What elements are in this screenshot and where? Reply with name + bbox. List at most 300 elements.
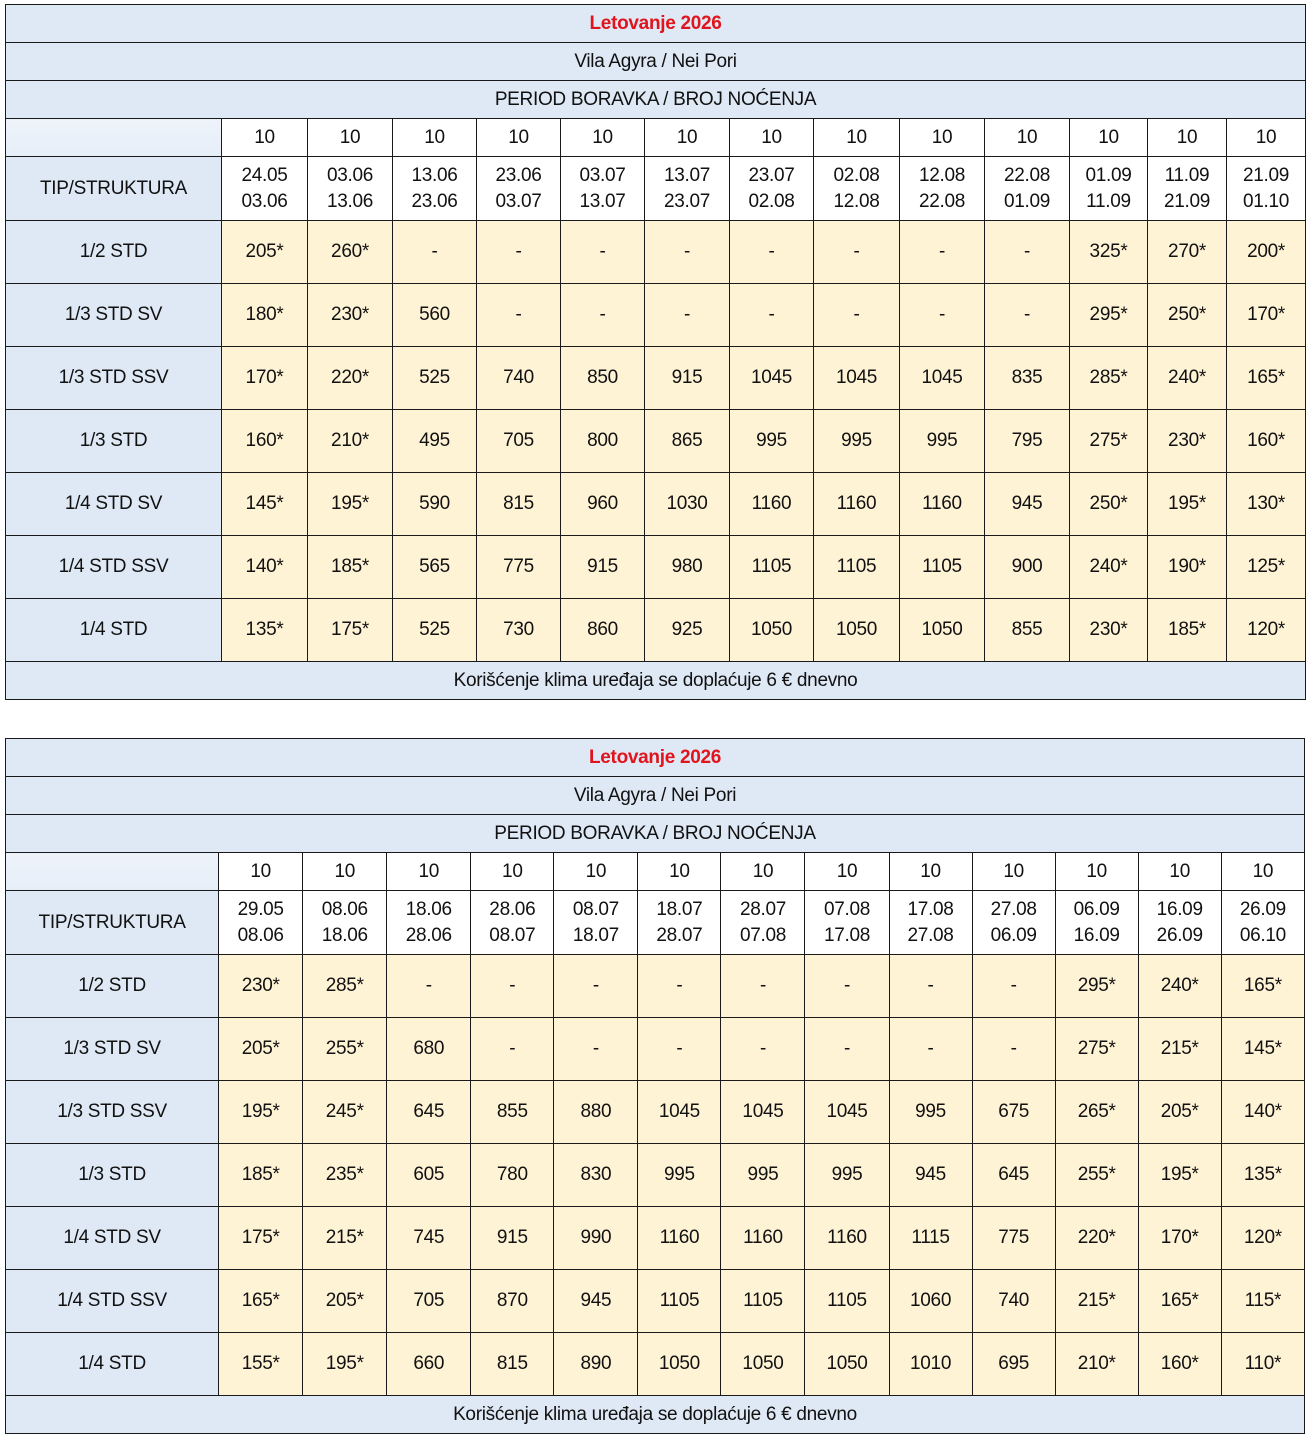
- nights-row: [6, 119, 1306, 157]
- price-cell: 1050: [730, 599, 814, 662]
- price-cell: 1105: [814, 536, 900, 599]
- nights-cell: 10: [985, 119, 1070, 157]
- price-cell: 285*: [303, 955, 387, 1018]
- price-row: [6, 473, 1306, 536]
- price-cell: 855: [985, 599, 1070, 662]
- period-to: 12.08: [833, 190, 880, 212]
- nights-cell: 10: [477, 119, 561, 157]
- price-cell: 1105: [638, 1270, 721, 1333]
- price-cell: -: [730, 284, 814, 347]
- nights-cell: 10: [1221, 853, 1304, 891]
- price-cell: 560: [393, 284, 477, 347]
- nights-cell: 10: [730, 119, 814, 157]
- price-cell: 195*: [303, 1333, 387, 1396]
- nights-cell: 10: [222, 119, 308, 157]
- nights-cell: 10: [219, 853, 303, 891]
- price-cell: 205*: [222, 221, 308, 284]
- price-cell: 775: [477, 536, 561, 599]
- price-cell: 215*: [303, 1207, 387, 1270]
- price-cell: 1045: [721, 1081, 805, 1144]
- period-to: 23.07: [663, 190, 711, 212]
- subtitle-row: [6, 777, 1305, 815]
- price-cell: 170*: [1227, 284, 1306, 347]
- price-cell: -: [561, 284, 645, 347]
- nights-cell: 10: [721, 853, 805, 891]
- price-cell: 780: [471, 1144, 554, 1207]
- period-cell: [554, 891, 638, 955]
- period-cell: [308, 157, 393, 221]
- price-row: [6, 347, 1306, 410]
- period-from: 07.08: [823, 898, 871, 920]
- room-type: 1/2 STD: [6, 221, 222, 284]
- price-cell: -: [730, 221, 814, 284]
- period-from: 18.06: [405, 898, 452, 920]
- price-cell: 645: [387, 1081, 471, 1144]
- period-cell: [1070, 157, 1148, 221]
- price-cell: 1105: [805, 1270, 889, 1333]
- dates-row: [6, 891, 1305, 955]
- price-cell: -: [900, 221, 985, 284]
- type-structure-label: TIP/STRUKTURA: [6, 891, 219, 955]
- period-cell: [219, 891, 303, 955]
- price-cell: 295*: [1055, 955, 1138, 1018]
- price-cell: 235*: [303, 1144, 387, 1207]
- nights-cell: 10: [554, 853, 638, 891]
- period-to: 28.07: [656, 924, 703, 946]
- price-cell: -: [645, 221, 730, 284]
- dates-row: [6, 157, 1306, 221]
- price-cell: 135*: [222, 599, 308, 662]
- price-cell: 1050: [638, 1333, 721, 1396]
- price-cell: 130*: [1227, 473, 1306, 536]
- room-type: 1/4 STD: [6, 1333, 219, 1396]
- price-row: [6, 536, 1306, 599]
- period-cell: [1221, 891, 1304, 955]
- price-cell: 185*: [308, 536, 393, 599]
- period-from: 03.06: [326, 164, 374, 186]
- price-cell: -: [387, 955, 471, 1018]
- nights-cell: 10: [303, 853, 387, 891]
- price-cell: 120*: [1227, 599, 1306, 662]
- period-to: 18.07: [572, 924, 619, 946]
- nights-cell: 10: [972, 853, 1055, 891]
- period-cell: [471, 891, 554, 955]
- price-row: [6, 410, 1306, 473]
- period-cell: [985, 157, 1070, 221]
- period-from: 08.07: [572, 898, 619, 920]
- price-cell: 170*: [222, 347, 308, 410]
- price-cell: 960: [561, 473, 645, 536]
- price-cell: 1050: [814, 599, 900, 662]
- price-cell: 590: [393, 473, 477, 536]
- price-cell: 1050: [900, 599, 985, 662]
- period-from: 13.06: [411, 164, 458, 186]
- price-cell: -: [471, 1018, 554, 1081]
- price-cell: 990: [554, 1207, 638, 1270]
- price-cell: 1050: [805, 1333, 889, 1396]
- title-row: [6, 739, 1305, 777]
- price-cell: 230*: [308, 284, 393, 347]
- price-cell: 195*: [219, 1081, 303, 1144]
- price-cell: 855: [471, 1081, 554, 1144]
- price-cell: 165*: [1227, 347, 1306, 410]
- nights-cell: 10: [1138, 853, 1221, 891]
- price-cell: 195*: [1148, 473, 1227, 536]
- period-to: 16.09: [1073, 924, 1120, 946]
- price-cell: 175*: [219, 1207, 303, 1270]
- room-type: 1/4 STD SV: [6, 473, 222, 536]
- price-cell: 800: [561, 410, 645, 473]
- blank-corner-cell: [6, 119, 222, 157]
- price-cell: 110*: [1221, 1333, 1304, 1396]
- price-cell: 915: [561, 536, 645, 599]
- price-cell: 185*: [219, 1144, 303, 1207]
- price-cell: 1105: [900, 536, 985, 599]
- nights-cell: 10: [561, 119, 645, 157]
- price-cell: -: [477, 221, 561, 284]
- period-header: PERIOD BORAVKA / BROJ NOĆENJA: [6, 815, 1305, 853]
- price-cell: 525: [393, 347, 477, 410]
- price-cell: 140*: [222, 536, 308, 599]
- period-cell: [1148, 157, 1227, 221]
- period-from: 12.08: [918, 164, 966, 186]
- period-cell: [814, 157, 900, 221]
- price-cell: 160*: [1138, 1333, 1221, 1396]
- period-from: 22.08: [1003, 164, 1051, 186]
- period-cell: [1138, 891, 1221, 955]
- price-cell: 705: [477, 410, 561, 473]
- nights-cell: 10: [393, 119, 477, 157]
- nights-cell: 10: [805, 853, 889, 891]
- price-cell: -: [561, 221, 645, 284]
- period-to: 26.09: [1156, 924, 1203, 946]
- period-cell: [393, 157, 477, 221]
- price-cell: 220*: [1055, 1207, 1138, 1270]
- price-cell: 185*: [1148, 599, 1227, 662]
- price-cell: 605: [387, 1144, 471, 1207]
- nights-cell: 10: [1227, 119, 1306, 157]
- period-cell: [889, 891, 972, 955]
- price-cell: 1045: [730, 347, 814, 410]
- price-cell: 245*: [303, 1081, 387, 1144]
- price-cell: -: [645, 284, 730, 347]
- period-cell: [900, 157, 985, 221]
- period-to: 02.08: [748, 190, 795, 212]
- price-cell: 115*: [1221, 1270, 1304, 1333]
- period-cell: [645, 157, 730, 221]
- table-title: Letovanje 2026: [6, 739, 1305, 777]
- price-cell: 675: [972, 1081, 1055, 1144]
- price-cell: 995: [889, 1081, 972, 1144]
- period-cell: [638, 891, 721, 955]
- footer-row: [6, 1396, 1305, 1434]
- price-cell: -: [721, 1018, 805, 1081]
- price-cell: 945: [889, 1144, 972, 1207]
- period-to: 23.06: [411, 190, 458, 212]
- price-cell: 175*: [308, 599, 393, 662]
- period-from: 11.09: [1164, 164, 1210, 186]
- price-cell: -: [638, 955, 721, 1018]
- price-cell: 250*: [1148, 284, 1227, 347]
- period-to: 28.06: [405, 924, 452, 946]
- price-cell: -: [814, 284, 900, 347]
- price-cell: 285*: [1070, 347, 1148, 410]
- price-cell: 995: [900, 410, 985, 473]
- price-cell: 980: [645, 536, 730, 599]
- price-cell: 275*: [1055, 1018, 1138, 1081]
- price-cell: -: [554, 1018, 638, 1081]
- price-cell: 210*: [308, 410, 393, 473]
- price-cell: 995: [730, 410, 814, 473]
- period-from: 08.06: [321, 898, 368, 920]
- period-to: 27.08: [907, 924, 954, 946]
- price-row: [6, 1144, 1305, 1207]
- period-cell: [730, 157, 814, 221]
- nights-cell: 10: [1070, 119, 1148, 157]
- nights-cell: 10: [308, 119, 393, 157]
- price-row: [6, 284, 1306, 347]
- price-cell: 865: [645, 410, 730, 473]
- price-cell: 1160: [730, 473, 814, 536]
- price-cell: 1160: [900, 473, 985, 536]
- period-cell: [222, 157, 308, 221]
- footer-note: Korišćenje klima uređaja se doplaćuje 6 € dnevno: [6, 662, 1306, 700]
- price-cell: 945: [554, 1270, 638, 1333]
- price-cell: 695: [972, 1333, 1055, 1396]
- period-from: 21.09: [1243, 164, 1290, 186]
- nights-cell: 10: [645, 119, 730, 157]
- nights-cell: 10: [814, 119, 900, 157]
- price-cell: 295*: [1070, 284, 1148, 347]
- price-cell: 860: [561, 599, 645, 662]
- price-cell: 1160: [638, 1207, 721, 1270]
- price-cell: 135*: [1221, 1144, 1304, 1207]
- price-cell: 995: [814, 410, 900, 473]
- price-cell: 195*: [1138, 1144, 1221, 1207]
- price-cell: 495: [393, 410, 477, 473]
- price-cell: 995: [638, 1144, 721, 1207]
- price-row: [6, 1018, 1305, 1081]
- price-cell: 160*: [1227, 410, 1306, 473]
- period-from: 02.08: [833, 164, 880, 186]
- footer-note: Korišćenje klima uređaja se doplaćuje 6 € dnevno: [6, 1396, 1305, 1434]
- price-cell: 205*: [1138, 1081, 1221, 1144]
- price-cell: 240*: [1138, 955, 1221, 1018]
- price-cell: 230*: [219, 955, 303, 1018]
- period-from: 29.05: [237, 898, 284, 920]
- price-cell: -: [805, 1018, 889, 1081]
- period-cell: [561, 157, 645, 221]
- room-type: 1/3 STD: [6, 410, 222, 473]
- price-cell: 230*: [1148, 410, 1227, 473]
- price-cell: 730: [477, 599, 561, 662]
- period-from: 13.07: [663, 164, 711, 186]
- period-cell: [303, 891, 387, 955]
- price-cell: 145*: [1221, 1018, 1304, 1081]
- price-cell: 1160: [814, 473, 900, 536]
- blank-corner-cell: [6, 853, 219, 891]
- price-cell: 255*: [303, 1018, 387, 1081]
- nights-row: [6, 853, 1305, 891]
- price-cell: 140*: [1221, 1081, 1304, 1144]
- price-cell: 565: [393, 536, 477, 599]
- nights-cell: 10: [387, 853, 471, 891]
- price-cell: 795: [985, 410, 1070, 473]
- period-to: 13.06: [326, 190, 374, 212]
- price-cell: 1060: [889, 1270, 972, 1333]
- period-from: 24.05: [241, 164, 288, 186]
- period-cell: [805, 891, 889, 955]
- price-cell: 125*: [1227, 536, 1306, 599]
- period-to: 06.09: [990, 924, 1037, 946]
- period-cell: [1055, 891, 1138, 955]
- title-row: [6, 5, 1306, 43]
- price-cell: -: [393, 221, 477, 284]
- price-cell: -: [985, 284, 1070, 347]
- price-cell: 1010: [889, 1333, 972, 1396]
- price-cell: 265*: [1055, 1081, 1138, 1144]
- type-structure-label: TIP/STRUKTURA: [6, 157, 222, 221]
- price-cell: 775: [972, 1207, 1055, 1270]
- price-cell: 170*: [1138, 1207, 1221, 1270]
- price-row: [6, 599, 1306, 662]
- price-cell: -: [889, 955, 972, 1018]
- price-cell: 180*: [222, 284, 308, 347]
- room-type: 1/4 STD: [6, 599, 222, 662]
- period-to: 22.08: [918, 190, 966, 212]
- price-cell: -: [972, 955, 1055, 1018]
- price-cell: 830: [554, 1144, 638, 1207]
- price-cell: 190*: [1148, 536, 1227, 599]
- room-type: 1/3 STD SSV: [6, 1081, 219, 1144]
- price-cell: 890: [554, 1333, 638, 1396]
- price-row: [6, 955, 1305, 1018]
- price-cell: 740: [972, 1270, 1055, 1333]
- price-cell: 215*: [1055, 1270, 1138, 1333]
- period-from: 23.06: [495, 164, 542, 186]
- price-cell: 745: [387, 1207, 471, 1270]
- period-to: 01.10: [1243, 190, 1290, 212]
- price-cell: 850: [561, 347, 645, 410]
- price-cell: 165*: [1138, 1270, 1221, 1333]
- price-table-2: [5, 738, 1305, 1434]
- price-cell: 1045: [814, 347, 900, 410]
- period-from: 28.06: [489, 898, 536, 920]
- period-cell: [1227, 157, 1306, 221]
- period-header-row: [6, 815, 1305, 853]
- price-cell: -: [814, 221, 900, 284]
- price-cell: -: [721, 955, 805, 1018]
- price-row: [6, 1081, 1305, 1144]
- price-cell: 1030: [645, 473, 730, 536]
- period-to: 08.06: [237, 924, 284, 946]
- price-cell: 1045: [805, 1081, 889, 1144]
- nights-cell: 10: [471, 853, 554, 891]
- nights-cell: 10: [1055, 853, 1138, 891]
- price-cell: 200*: [1227, 221, 1306, 284]
- price-cell: 815: [477, 473, 561, 536]
- nights-cell: 10: [900, 119, 985, 157]
- price-cell: 645: [972, 1144, 1055, 1207]
- period-from: 06.09: [1073, 898, 1120, 920]
- price-cell: 205*: [303, 1270, 387, 1333]
- price-cell: 525: [393, 599, 477, 662]
- period-header: PERIOD BORAVKA / BROJ NOĆENJA: [6, 81, 1306, 119]
- price-cell: 815: [471, 1333, 554, 1396]
- room-type: 1/3 STD SV: [6, 284, 222, 347]
- price-row: [6, 1270, 1305, 1333]
- price-cell: -: [471, 955, 554, 1018]
- footer-row: [6, 662, 1306, 700]
- period-to: 06.10: [1239, 924, 1286, 946]
- period-to: 07.08: [739, 924, 786, 946]
- price-cell: 230*: [1070, 599, 1148, 662]
- period-from: 16.09: [1156, 898, 1203, 920]
- price-cell: 275*: [1070, 410, 1148, 473]
- period-to: 01.09: [1003, 190, 1051, 212]
- period-cell: [477, 157, 561, 221]
- price-cell: 215*: [1138, 1018, 1221, 1081]
- period-to: 21.09: [1163, 190, 1211, 212]
- price-cell: 255*: [1055, 1144, 1138, 1207]
- period-from: 26.09: [1239, 898, 1286, 920]
- room-type: 1/2 STD: [6, 955, 219, 1018]
- price-cell: 210*: [1055, 1333, 1138, 1396]
- price-cell: 1050: [721, 1333, 805, 1396]
- period-from: 23.07: [748, 164, 795, 186]
- price-cell: 155*: [219, 1333, 303, 1396]
- nights-cell: 10: [638, 853, 721, 891]
- price-cell: 870: [471, 1270, 554, 1333]
- price-cell: 660: [387, 1333, 471, 1396]
- price-cell: 1045: [900, 347, 985, 410]
- room-type: 1/4 STD SSV: [6, 1270, 219, 1333]
- price-cell: -: [900, 284, 985, 347]
- price-cell: 145*: [222, 473, 308, 536]
- price-cell: -: [972, 1018, 1055, 1081]
- period-to: 11.09: [1086, 190, 1131, 212]
- table-body: [6, 5, 1306, 700]
- price-cell: 915: [645, 347, 730, 410]
- price-cell: 1105: [721, 1270, 805, 1333]
- price-cell: -: [805, 955, 889, 1018]
- price-cell: 240*: [1070, 536, 1148, 599]
- price-cell: 120*: [1221, 1207, 1304, 1270]
- room-type: 1/3 STD: [6, 1144, 219, 1207]
- room-type: 1/3 STD SSV: [6, 347, 222, 410]
- period-header-row: [6, 81, 1306, 119]
- price-cell: 260*: [308, 221, 393, 284]
- period-from: 03.07: [579, 164, 626, 186]
- period-to: 18.06: [321, 924, 368, 946]
- nights-cell: 10: [1148, 119, 1227, 157]
- price-cell: 240*: [1148, 347, 1227, 410]
- villa-name: Vila Agyra / Nei Pori: [6, 777, 1305, 815]
- period-cell: [721, 891, 805, 955]
- price-cell: 325*: [1070, 221, 1148, 284]
- price-cell: 680: [387, 1018, 471, 1081]
- price-cell: 1160: [721, 1207, 805, 1270]
- price-cell: 925: [645, 599, 730, 662]
- price-cell: -: [638, 1018, 721, 1081]
- price-cell: 945: [985, 473, 1070, 536]
- price-cell: -: [985, 221, 1070, 284]
- period-to: 08.07: [489, 924, 536, 946]
- price-cell: 1045: [638, 1081, 721, 1144]
- price-cell: 250*: [1070, 473, 1148, 536]
- price-cell: 740: [477, 347, 561, 410]
- period-from: 28.07: [739, 898, 786, 920]
